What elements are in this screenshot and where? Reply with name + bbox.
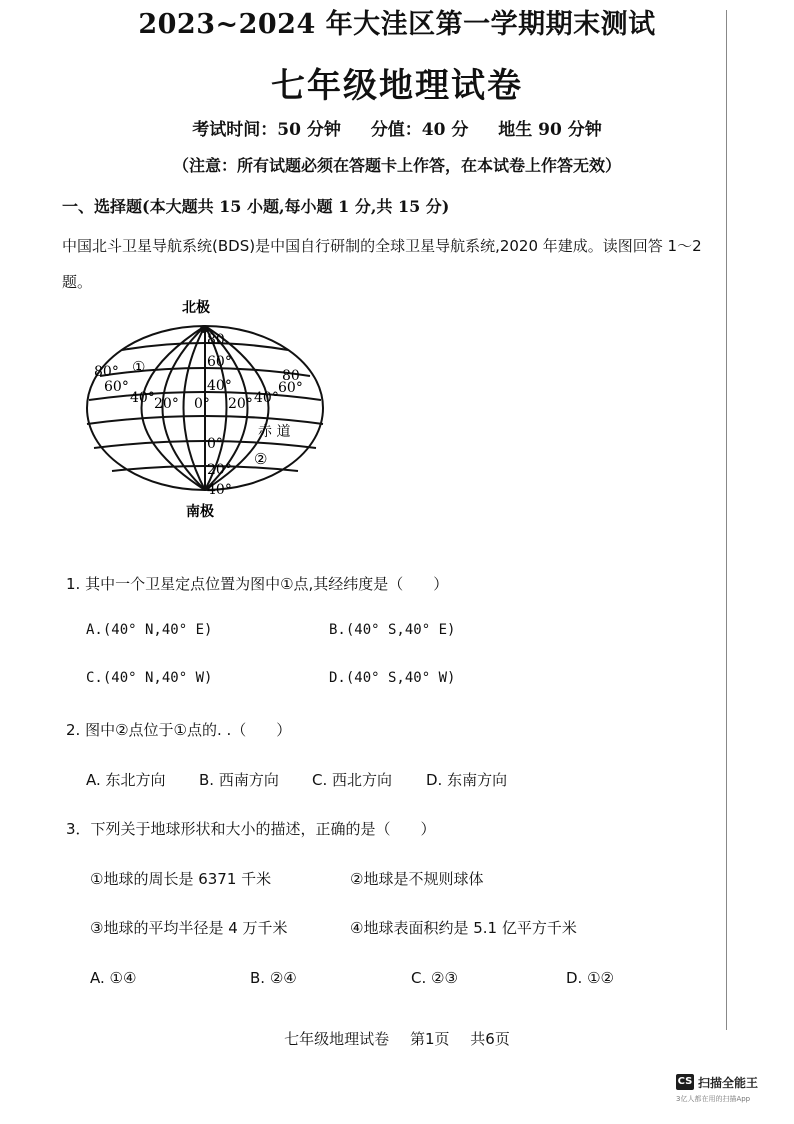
exam-title: 2023~2024 年大洼区第一学期期末测试 [138,9,656,40]
footer-name: 七年级地理试卷 [284,1030,390,1048]
exam-score: 分值：40 分 [370,120,469,140]
exam-time: 考试时间：50 分钟 [192,120,341,140]
q2-option-c: C. 西北方向 [312,771,393,789]
q1-option-a: A.(40° N,40° E) [86,622,213,638]
lon-label: 80 [282,368,300,384]
scanner-tagline: 3亿人都在用的扫描App [676,1095,751,1103]
q3-statement-4: ④地球表面积约是 5.1 亿平方千米 [350,919,577,937]
q3-option-a: A. ①④ [90,969,137,987]
lon-label: 20° [228,396,253,412]
lat-label: 0° [207,436,223,452]
q3-statement-3: ③地球的平均半径是 4 万千米 [90,919,288,937]
south-pole-label: 南极 [186,504,214,520]
lon-label: 60° [104,379,129,395]
exam-notice: （注意：所有试题必须在答题卡上作答，在本试卷上作答无效） [172,156,621,175]
lon-label: 20° [154,396,179,412]
lat-label: 40° [207,378,232,394]
q1-option-b: B.(40° S,40° E) [329,622,456,638]
question-3: 3．下列关于地球形状和大小的描述，正确的是（ ） [66,820,436,838]
exam-combined-time: 地生 90 分钟 [498,120,602,140]
scanner-logo-icon: CS [676,1074,694,1090]
q2-option-a: A. 东北方向 [86,771,166,789]
lon-label: 40° [254,390,279,406]
q3-option-d: D. ①② [566,969,614,987]
section-intro: 中国北斗卫星导航系统(BDS)是中国自行研制的全球卫星导航系统,2020 年建成。读图回答 1～2 题。 [62,237,702,291]
q2-option-d: D. 东南方向 [426,771,508,789]
footer-total: 共6页 [470,1030,510,1048]
q3-statement-2: ②地球是不规则球体 [350,870,484,888]
lat-label: 60° [207,354,232,370]
lat-label: 20° [207,462,232,478]
question-1: 1. 其中一个卫星定点位置为图中①点,其经纬度是（ ） [66,575,449,593]
lon-label: 80° [94,364,119,380]
globe-figure [70,296,340,521]
question-2: 2. 图中②点位于①点的. .（ ） [66,721,292,739]
q2-option-b: B. 西南方向 [199,771,279,789]
q1-option-d: D.(40° S,40° W) [329,670,456,686]
lon-label: 40° [130,390,155,406]
page-footer [0,1028,794,1049]
lon-label: 60° [278,380,303,396]
q3-option-b: B. ②④ [250,969,297,987]
equator-label: 赤 道 [258,424,291,440]
q3-option-c: C. ②③ [411,969,458,987]
point-1-label: ① [132,358,146,376]
footer-page: 第1页 [409,1030,450,1048]
lon-label: 0° [194,396,210,412]
exam-subtitle: 七年级地理试卷 [271,66,523,106]
lat-label: 80 [207,332,225,348]
north-pole-label: 北极 [182,300,210,316]
q1-option-c: C.(40° N,40° W) [86,670,213,686]
section-heading: 一、选择题(本大题共 15 小题,每小题 1 分,共 15 分) [62,197,450,216]
point-2-label: ② [254,450,268,468]
lat-label: 40° [207,482,232,498]
q3-statement-1: ①地球的周长是 6371 千米 [90,870,272,888]
exam-meta [0,115,794,140]
scanner-app-name: 扫描全能王 [698,1076,759,1090]
